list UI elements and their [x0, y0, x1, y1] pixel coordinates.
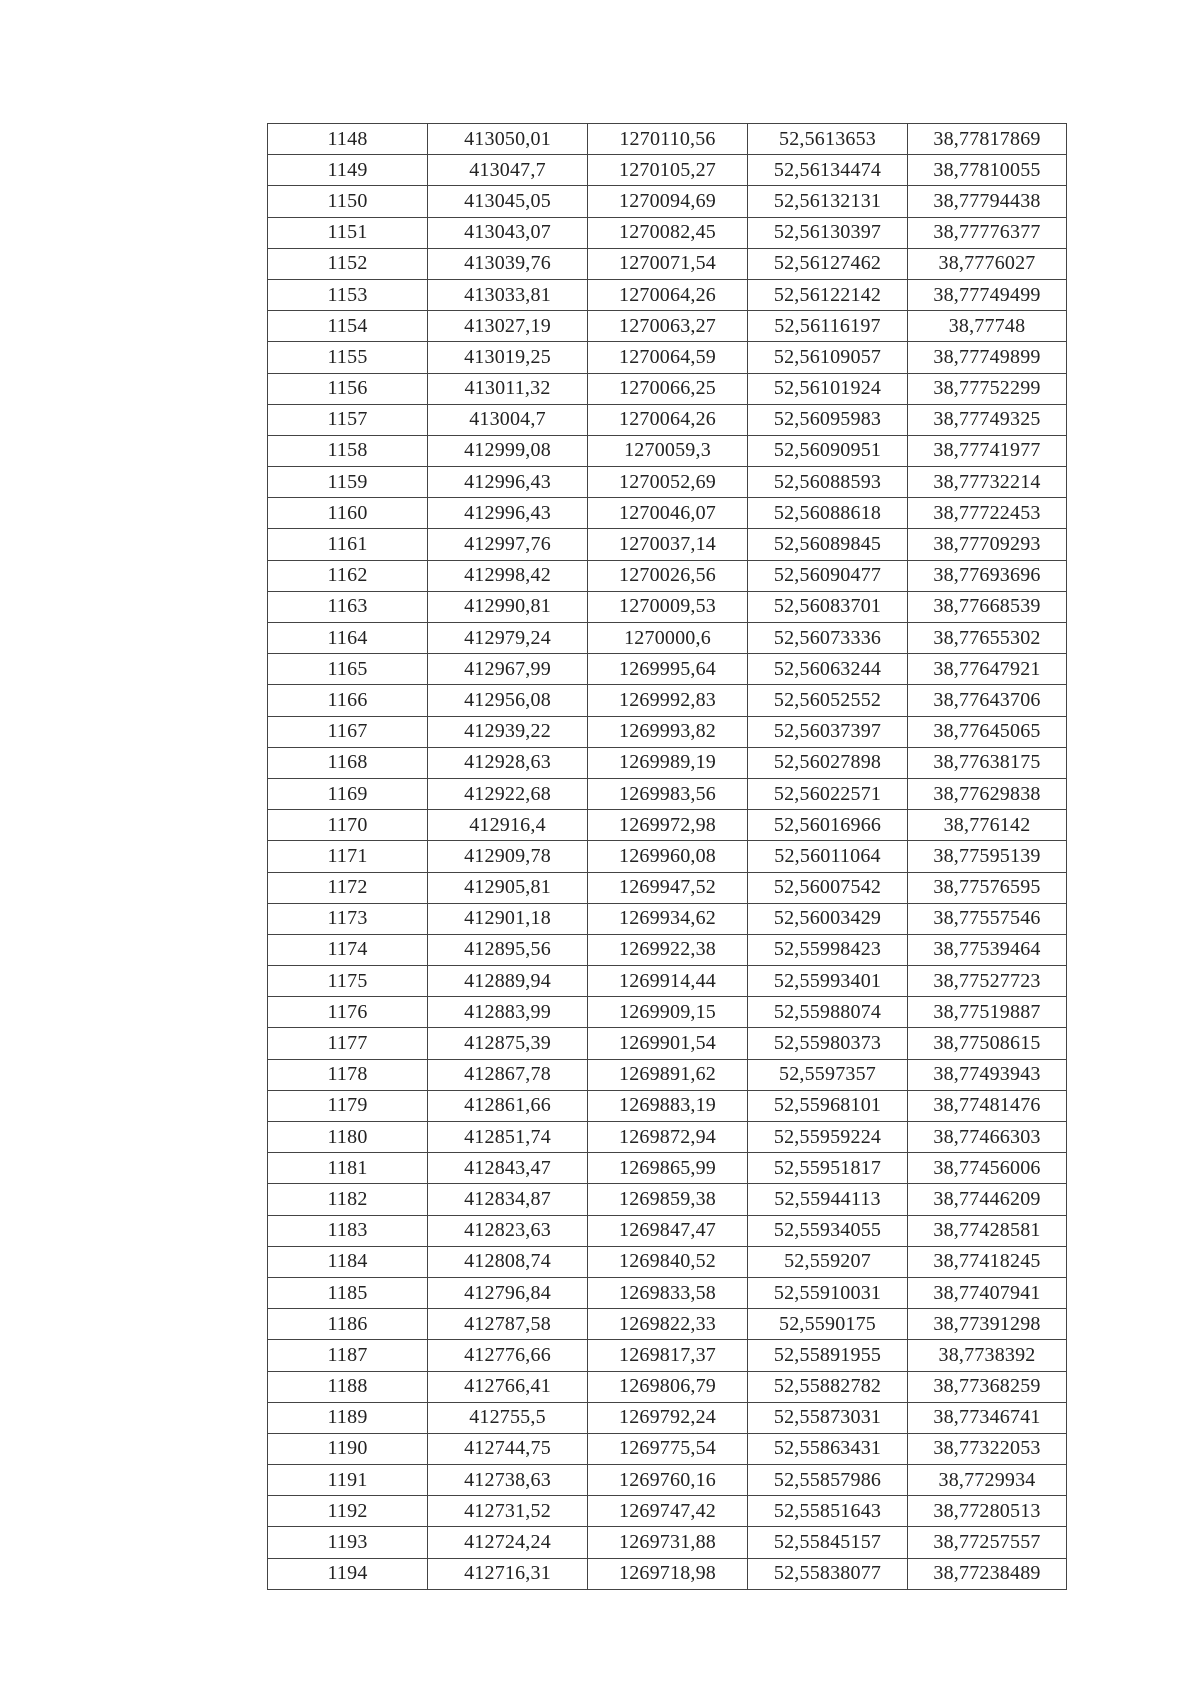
latitude-cell: 52,56116197	[748, 311, 908, 342]
latitude-cell: 52,56022571	[748, 778, 908, 809]
x-coordinate-cell: 412996,43	[428, 498, 588, 529]
point-number-cell: 1161	[268, 529, 428, 560]
latitude-cell: 52,56083701	[748, 591, 908, 622]
longitude-cell: 38,77346741	[908, 1402, 1067, 1433]
x-coordinate-cell: 412997,76	[428, 529, 588, 560]
longitude-cell: 38,77776377	[908, 217, 1067, 248]
x-coordinate-cell: 412867,78	[428, 1059, 588, 1090]
x-coordinate-cell: 412996,43	[428, 467, 588, 498]
latitude-cell: 52,55968101	[748, 1090, 908, 1121]
x-coordinate-cell: 412998,42	[428, 560, 588, 591]
x-coordinate-cell: 412999,08	[428, 435, 588, 466]
table-row	[268, 1527, 1067, 1558]
longitude-cell: 38,77794438	[908, 186, 1067, 217]
point-number-cell: 1174	[268, 934, 428, 965]
point-number-cell: 1158	[268, 435, 428, 466]
x-coordinate-cell: 412928,63	[428, 747, 588, 778]
x-coordinate-cell: 413027,19	[428, 311, 588, 342]
table-row	[268, 903, 1067, 934]
y-coordinate-cell: 1269934,62	[588, 903, 748, 934]
point-number-cell: 1179	[268, 1090, 428, 1121]
y-coordinate-cell: 1269792,24	[588, 1402, 748, 1433]
latitude-cell: 52,56016966	[748, 810, 908, 841]
latitude-cell: 52,56132131	[748, 186, 908, 217]
point-number-cell: 1162	[268, 560, 428, 591]
x-coordinate-cell: 412796,84	[428, 1277, 588, 1308]
longitude-cell: 38,77709293	[908, 529, 1067, 560]
table-row	[268, 1090, 1067, 1121]
latitude-cell: 52,55988074	[748, 997, 908, 1028]
x-coordinate-cell: 412956,08	[428, 685, 588, 716]
longitude-cell: 38,77418245	[908, 1246, 1067, 1277]
x-coordinate-cell: 412843,47	[428, 1153, 588, 1184]
table-row	[268, 124, 1067, 155]
x-coordinate-cell: 412744,75	[428, 1433, 588, 1464]
x-coordinate-cell: 412979,24	[428, 623, 588, 654]
longitude-cell: 38,77238489	[908, 1558, 1067, 1589]
point-number-cell: 1192	[268, 1496, 428, 1527]
y-coordinate-cell: 1269872,94	[588, 1122, 748, 1153]
latitude-cell: 52,56037397	[748, 716, 908, 747]
latitude-cell: 52,55863431	[748, 1433, 908, 1464]
latitude-cell: 52,56122142	[748, 279, 908, 310]
latitude-cell: 52,55845157	[748, 1527, 908, 1558]
table-row	[268, 1465, 1067, 1496]
latitude-cell: 52,56007542	[748, 872, 908, 903]
longitude-cell: 38,77391298	[908, 1309, 1067, 1340]
y-coordinate-cell: 1269983,56	[588, 778, 748, 809]
y-coordinate-cell: 1269775,54	[588, 1433, 748, 1464]
y-coordinate-cell: 1269914,44	[588, 966, 748, 997]
latitude-cell: 52,55980373	[748, 1028, 908, 1059]
y-coordinate-cell: 1269760,16	[588, 1465, 748, 1496]
y-coordinate-cell: 1269822,33	[588, 1309, 748, 1340]
y-coordinate-cell: 1270064,26	[588, 279, 748, 310]
longitude-cell: 38,77557546	[908, 903, 1067, 934]
table-row	[268, 1246, 1067, 1277]
table-row	[268, 1059, 1067, 1090]
longitude-cell: 38,77280513	[908, 1496, 1067, 1527]
latitude-cell: 52,5590175	[748, 1309, 908, 1340]
y-coordinate-cell: 1270064,59	[588, 342, 748, 373]
latitude-cell: 52,55959224	[748, 1122, 908, 1153]
longitude-cell: 38,77257557	[908, 1527, 1067, 1558]
x-coordinate-cell: 412895,56	[428, 934, 588, 965]
point-number-cell: 1167	[268, 716, 428, 747]
y-coordinate-cell: 1269865,99	[588, 1153, 748, 1184]
table-row	[268, 342, 1067, 373]
latitude-cell: 52,56127462	[748, 248, 908, 279]
longitude-cell: 38,77722453	[908, 498, 1067, 529]
point-number-cell: 1151	[268, 217, 428, 248]
longitude-cell: 38,77749499	[908, 279, 1067, 310]
longitude-cell: 38,77749899	[908, 342, 1067, 373]
point-number-cell: 1160	[268, 498, 428, 529]
y-coordinate-cell: 1269993,82	[588, 716, 748, 747]
table-row	[268, 186, 1067, 217]
latitude-cell: 52,56088618	[748, 498, 908, 529]
x-coordinate-cell: 413039,76	[428, 248, 588, 279]
point-number-cell: 1186	[268, 1309, 428, 1340]
coordinates-table-body	[268, 124, 1067, 1590]
x-coordinate-cell: 412990,81	[428, 591, 588, 622]
latitude-cell: 52,55838077	[748, 1558, 908, 1589]
point-number-cell: 1190	[268, 1433, 428, 1464]
point-number-cell: 1148	[268, 124, 428, 155]
x-coordinate-cell: 413045,05	[428, 186, 588, 217]
table-row	[268, 1402, 1067, 1433]
longitude-cell: 38,77527723	[908, 966, 1067, 997]
table-row	[268, 373, 1067, 404]
point-number-cell: 1153	[268, 279, 428, 310]
longitude-cell: 38,77732214	[908, 467, 1067, 498]
x-coordinate-cell: 412738,63	[428, 1465, 588, 1496]
point-number-cell: 1176	[268, 997, 428, 1028]
y-coordinate-cell: 1270071,54	[588, 248, 748, 279]
x-coordinate-cell: 412875,39	[428, 1028, 588, 1059]
x-coordinate-cell: 413019,25	[428, 342, 588, 373]
point-number-cell: 1182	[268, 1184, 428, 1215]
longitude-cell: 38,77817869	[908, 124, 1067, 155]
x-coordinate-cell: 412731,52	[428, 1496, 588, 1527]
table-row	[268, 498, 1067, 529]
longitude-cell: 38,77643706	[908, 685, 1067, 716]
latitude-cell: 52,56027898	[748, 747, 908, 778]
latitude-cell: 52,55873031	[748, 1402, 908, 1433]
table-row	[268, 747, 1067, 778]
longitude-cell: 38,77456006	[908, 1153, 1067, 1184]
table-row	[268, 1215, 1067, 1246]
x-coordinate-cell: 413011,32	[428, 373, 588, 404]
point-number-cell: 1170	[268, 810, 428, 841]
point-number-cell: 1181	[268, 1153, 428, 1184]
table-row	[268, 1309, 1067, 1340]
y-coordinate-cell: 1270059,3	[588, 435, 748, 466]
x-coordinate-cell: 412716,31	[428, 1558, 588, 1589]
y-coordinate-cell: 1269960,08	[588, 841, 748, 872]
x-coordinate-cell: 412834,87	[428, 1184, 588, 1215]
longitude-cell: 38,77493943	[908, 1059, 1067, 1090]
y-coordinate-cell: 1269747,42	[588, 1496, 748, 1527]
y-coordinate-cell: 1269995,64	[588, 654, 748, 685]
longitude-cell: 38,77519887	[908, 997, 1067, 1028]
latitude-cell: 52,56130397	[748, 217, 908, 248]
y-coordinate-cell: 1270110,56	[588, 124, 748, 155]
x-coordinate-cell: 413050,01	[428, 124, 588, 155]
table-row	[268, 1558, 1067, 1589]
latitude-cell: 52,55934055	[748, 1215, 908, 1246]
latitude-cell: 52,56052552	[748, 685, 908, 716]
y-coordinate-cell: 1269909,15	[588, 997, 748, 1028]
point-number-cell: 1149	[268, 155, 428, 186]
point-number-cell: 1175	[268, 966, 428, 997]
latitude-cell: 52,55857986	[748, 1465, 908, 1496]
table-row	[268, 654, 1067, 685]
longitude-cell: 38,77407941	[908, 1277, 1067, 1308]
point-number-cell: 1156	[268, 373, 428, 404]
x-coordinate-cell: 412916,4	[428, 810, 588, 841]
table-row	[268, 217, 1067, 248]
longitude-cell: 38,77428581	[908, 1215, 1067, 1246]
latitude-cell: 52,56088593	[748, 467, 908, 498]
longitude-cell: 38,77655302	[908, 623, 1067, 654]
longitude-cell: 38,77576595	[908, 872, 1067, 903]
point-number-cell: 1187	[268, 1340, 428, 1371]
point-number-cell: 1169	[268, 778, 428, 809]
point-number-cell: 1189	[268, 1402, 428, 1433]
longitude-cell: 38,77481476	[908, 1090, 1067, 1121]
table-row	[268, 623, 1067, 654]
longitude-cell: 38,77810055	[908, 155, 1067, 186]
table-row	[268, 934, 1067, 965]
x-coordinate-cell: 412851,74	[428, 1122, 588, 1153]
latitude-cell: 52,5597357	[748, 1059, 908, 1090]
point-number-cell: 1173	[268, 903, 428, 934]
point-number-cell: 1177	[268, 1028, 428, 1059]
y-coordinate-cell: 1270094,69	[588, 186, 748, 217]
point-number-cell: 1152	[268, 248, 428, 279]
x-coordinate-cell: 412939,22	[428, 716, 588, 747]
table-row	[268, 1184, 1067, 1215]
latitude-cell: 52,56109057	[748, 342, 908, 373]
table-row	[268, 1433, 1067, 1464]
y-coordinate-cell: 1269731,88	[588, 1527, 748, 1558]
y-coordinate-cell: 1270052,69	[588, 467, 748, 498]
longitude-cell: 38,7776027	[908, 248, 1067, 279]
longitude-cell: 38,77629838	[908, 778, 1067, 809]
y-coordinate-cell: 1270000,6	[588, 623, 748, 654]
table-row	[268, 1153, 1067, 1184]
latitude-cell: 52,55882782	[748, 1371, 908, 1402]
point-number-cell: 1159	[268, 467, 428, 498]
point-number-cell: 1184	[268, 1246, 428, 1277]
point-number-cell: 1168	[268, 747, 428, 778]
latitude-cell: 52,56090951	[748, 435, 908, 466]
point-number-cell: 1157	[268, 404, 428, 435]
y-coordinate-cell: 1269883,19	[588, 1090, 748, 1121]
y-coordinate-cell: 1269989,19	[588, 747, 748, 778]
table-row	[268, 467, 1067, 498]
longitude-cell: 38,77446209	[908, 1184, 1067, 1215]
table-row	[268, 279, 1067, 310]
point-number-cell: 1180	[268, 1122, 428, 1153]
longitude-cell: 38,7738392	[908, 1340, 1067, 1371]
y-coordinate-cell: 1269847,47	[588, 1215, 748, 1246]
longitude-cell: 38,77645065	[908, 716, 1067, 747]
x-coordinate-cell: 412724,24	[428, 1527, 588, 1558]
x-coordinate-cell: 412766,41	[428, 1371, 588, 1402]
x-coordinate-cell: 413004,7	[428, 404, 588, 435]
point-number-cell: 1193	[268, 1527, 428, 1558]
latitude-cell: 52,55851643	[748, 1496, 908, 1527]
latitude-cell: 52,56090477	[748, 560, 908, 591]
y-coordinate-cell: 1269901,54	[588, 1028, 748, 1059]
y-coordinate-cell: 1269859,38	[588, 1184, 748, 1215]
point-number-cell: 1185	[268, 1277, 428, 1308]
latitude-cell: 52,56073336	[748, 623, 908, 654]
longitude-cell: 38,77595139	[908, 841, 1067, 872]
y-coordinate-cell: 1270037,14	[588, 529, 748, 560]
longitude-cell: 38,77749325	[908, 404, 1067, 435]
table-row	[268, 716, 1067, 747]
latitude-cell: 52,55951817	[748, 1153, 908, 1184]
y-coordinate-cell: 1269947,52	[588, 872, 748, 903]
x-coordinate-cell: 412787,58	[428, 1309, 588, 1340]
table-row	[268, 560, 1067, 591]
table-row	[268, 1028, 1067, 1059]
longitude-cell: 38,77647921	[908, 654, 1067, 685]
table-row	[268, 404, 1067, 435]
x-coordinate-cell: 413047,7	[428, 155, 588, 186]
table-row	[268, 591, 1067, 622]
y-coordinate-cell: 1269972,98	[588, 810, 748, 841]
table-row	[268, 1122, 1067, 1153]
longitude-cell: 38,7729934	[908, 1465, 1067, 1496]
y-coordinate-cell: 1270064,26	[588, 404, 748, 435]
latitude-cell: 52,559207	[748, 1246, 908, 1277]
y-coordinate-cell: 1270009,53	[588, 591, 748, 622]
latitude-cell: 52,56134474	[748, 155, 908, 186]
y-coordinate-cell: 1270105,27	[588, 155, 748, 186]
y-coordinate-cell: 1270026,56	[588, 560, 748, 591]
table-row	[268, 997, 1067, 1028]
x-coordinate-cell: 412755,5	[428, 1402, 588, 1433]
table-row	[268, 872, 1067, 903]
x-coordinate-cell: 412922,68	[428, 778, 588, 809]
x-coordinate-cell: 412901,18	[428, 903, 588, 934]
x-coordinate-cell: 412861,66	[428, 1090, 588, 1121]
x-coordinate-cell: 413043,07	[428, 217, 588, 248]
point-number-cell: 1155	[268, 342, 428, 373]
latitude-cell: 52,56003429	[748, 903, 908, 934]
point-number-cell: 1194	[268, 1558, 428, 1589]
x-coordinate-cell: 412823,63	[428, 1215, 588, 1246]
longitude-cell: 38,77668539	[908, 591, 1067, 622]
point-number-cell: 1165	[268, 654, 428, 685]
latitude-cell: 52,56089845	[748, 529, 908, 560]
longitude-cell: 38,776142	[908, 810, 1067, 841]
longitude-cell: 38,77322053	[908, 1433, 1067, 1464]
table-row	[268, 810, 1067, 841]
table-row	[268, 155, 1067, 186]
latitude-cell: 52,56011064	[748, 841, 908, 872]
point-number-cell: 1150	[268, 186, 428, 217]
longitude-cell: 38,77748	[908, 311, 1067, 342]
x-coordinate-cell: 412909,78	[428, 841, 588, 872]
table-row	[268, 1496, 1067, 1527]
latitude-cell: 52,56095983	[748, 404, 908, 435]
latitude-cell: 52,55998423	[748, 934, 908, 965]
point-number-cell: 1154	[268, 311, 428, 342]
latitude-cell: 52,56101924	[748, 373, 908, 404]
latitude-cell: 52,56063244	[748, 654, 908, 685]
longitude-cell: 38,77508615	[908, 1028, 1067, 1059]
latitude-cell: 52,55891955	[748, 1340, 908, 1371]
latitude-cell: 52,55993401	[748, 966, 908, 997]
longitude-cell: 38,77638175	[908, 747, 1067, 778]
point-number-cell: 1188	[268, 1371, 428, 1402]
table-row	[268, 841, 1067, 872]
table-row	[268, 685, 1067, 716]
longitude-cell: 38,77693696	[908, 560, 1067, 591]
x-coordinate-cell: 413033,81	[428, 279, 588, 310]
longitude-cell: 38,77752299	[908, 373, 1067, 404]
table-row	[268, 966, 1067, 997]
point-number-cell: 1164	[268, 623, 428, 654]
x-coordinate-cell: 412889,94	[428, 966, 588, 997]
y-coordinate-cell: 1269891,62	[588, 1059, 748, 1090]
y-coordinate-cell: 1270046,07	[588, 498, 748, 529]
point-number-cell: 1171	[268, 841, 428, 872]
y-coordinate-cell: 1269817,37	[588, 1340, 748, 1371]
longitude-cell: 38,77741977	[908, 435, 1067, 466]
x-coordinate-cell: 412883,99	[428, 997, 588, 1028]
y-coordinate-cell: 1269833,58	[588, 1277, 748, 1308]
x-coordinate-cell: 412776,66	[428, 1340, 588, 1371]
table-row	[268, 778, 1067, 809]
point-number-cell: 1166	[268, 685, 428, 716]
point-number-cell: 1172	[268, 872, 428, 903]
table-row	[268, 248, 1067, 279]
y-coordinate-cell: 1270082,45	[588, 217, 748, 248]
latitude-cell: 52,55944113	[748, 1184, 908, 1215]
longitude-cell: 38,77539464	[908, 934, 1067, 965]
coordinates-table	[267, 123, 1067, 1590]
latitude-cell: 52,55910031	[748, 1277, 908, 1308]
point-number-cell: 1183	[268, 1215, 428, 1246]
y-coordinate-cell: 1270063,27	[588, 311, 748, 342]
y-coordinate-cell: 1269840,52	[588, 1246, 748, 1277]
point-number-cell: 1178	[268, 1059, 428, 1090]
table-row	[268, 529, 1067, 560]
y-coordinate-cell: 1269806,79	[588, 1371, 748, 1402]
table-row	[268, 1277, 1067, 1308]
table-row	[268, 435, 1067, 466]
y-coordinate-cell: 1269718,98	[588, 1558, 748, 1589]
longitude-cell: 38,77368259	[908, 1371, 1067, 1402]
table-row	[268, 311, 1067, 342]
y-coordinate-cell: 1270066,25	[588, 373, 748, 404]
table-row	[268, 1371, 1067, 1402]
longitude-cell: 38,77466303	[908, 1122, 1067, 1153]
y-coordinate-cell: 1269922,38	[588, 934, 748, 965]
point-number-cell: 1191	[268, 1465, 428, 1496]
x-coordinate-cell: 412905,81	[428, 872, 588, 903]
latitude-cell: 52,5613653	[748, 124, 908, 155]
x-coordinate-cell: 412967,99	[428, 654, 588, 685]
x-coordinate-cell: 412808,74	[428, 1246, 588, 1277]
table-row	[268, 1340, 1067, 1371]
y-coordinate-cell: 1269992,83	[588, 685, 748, 716]
point-number-cell: 1163	[268, 591, 428, 622]
